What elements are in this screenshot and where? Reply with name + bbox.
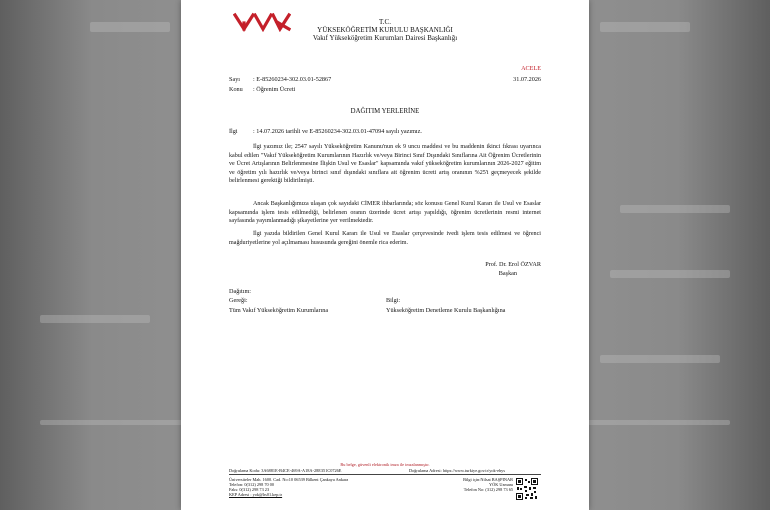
esign-notice: Bu belge, güvenli elektronik imza ile imzalanmıştır. [340,462,430,467]
distribution-label: Dağıtım: [229,288,251,295]
body-paragraph-3: İlgi yazıda bildirilen Genel Kurul Kararı ile Usul ve Esaslar çerçevesinde ivedi işlem tesis edilmesi ve öğrenci mağduriyetlerine yol açılmaması hususunda gereğini önemle rica ederim. [229,231,541,246]
header-dept: Vakıf Yükseköğretim Kurumları Dairesi Başkanlığı [312,34,458,42]
signature-name: Prof. Dr. Erol ÖZVAR [485,261,541,268]
document-date: 31.07.2026 [513,76,541,83]
body-paragraph-1: İlgi yazımız ile; 2547 sayılı Yükseköğretim Kanunu'nun ek 9 uncu maddesi ve bu maddenin ikinci fıkrası uyarınca kabul edilen "Vakıf Yükseköğretim Kurumlarının Hazırlık ve/veya Birinci Sınıf Dışındaki Sınıflarına Ait Öğrenim Ücretlerinin ve Ücret Artışlarının Belirlenmesine İlişkin Usul ve Esaslar" kapsamında vakıf yükseköğretim kurumlarının 2026-2027 eğitim ve öğretim yılı hazırlık ve/veya birinci sınıf dışındaki sınıflara ait öğrenim ücreti artış oranının %25'i geçmeyecek şekilde belirlenmesi gerektiği bildirilmişti. [229,144,541,184]
signature-title: Başkan [498,270,517,277]
contact-title: YÖK Uzmanı [489,482,513,487]
blurred-backdrop-line [620,205,730,213]
header-tc: T.C. [379,18,391,26]
urgent-label: ACELE [521,65,541,72]
contact-person: Bilgi için:Nilsat BAŞPINAR [463,477,513,482]
ilgi-label: İlgi [229,128,238,135]
footer-divider [229,474,541,475]
qr-code-icon [516,478,538,500]
footer-fax: Faks: 0(312) 298 73 23 [229,487,270,492]
bilgi-label: Bilgi: [386,297,401,304]
gereg-value: Tüm Vakıf Yükseköğretim Kurumlarına [229,307,329,314]
blurred-backdrop-line [90,22,170,32]
konu-label: Konu [229,86,243,93]
verification-address: Doğrulama Adresi: https://www.turkiye.gov.tr/yok-ebys [409,468,505,473]
contact-phone: Telefon No: (312) 298 73 65 [463,487,513,492]
konu-value: : Öğrenim Ücreti [253,86,296,93]
blurred-backdrop-line [610,270,730,278]
ilgi-value: : 14.07.2026 tarihli ve E-85260234-302.03.01-47094 sayılı yazımız. [253,128,422,135]
blurred-backdrop-line [600,355,720,363]
footer-phone: Telefon: 0(312) 298 70 00 [229,482,275,487]
body-paragraph-2: Ancak Başkanlığımıza ulaşan çok sayıdaki CİMER ihbarlarında; söz konusu Genel Kurul Kararı ile Usul ve Esaslar kapsamında işlem tesis edilmediği, belirlenen oranın üzerinde ücret artışı yapıldığı, öğrenim ücretlerinin resmi internet sayfasında yayımlanmadığı şikayetlerine yer verilmektedir. [229,201,541,224]
header-org: YÜKSEKÖĞRETİM KURULU BAŞKANLIĞI [317,26,453,34]
blurred-backdrop-line [600,22,690,32]
footer-address: Üniversiteler Mah. 1600. Cad. No:10 06539 Bilkent Çankaya Ankara [229,477,349,482]
document-title: DAĞITIM YERLERİNE [350,108,420,115]
gereg-label: Gereği: [229,297,248,304]
verification-code: Doğrulama Kodu: 3A6881E-B4CE-469A-A18A-28E351C0726E [229,468,342,473]
bilgi-value: Yükseköğretim Denetleme Kurulu Başkanlığına [386,307,506,314]
blurred-backdrop-line [40,315,150,323]
document-page [181,0,589,510]
sayi-label: Sayı [229,76,241,83]
sayi-value: : E-85260234-302.03.01-52867 [253,76,332,83]
footer-kep[interactable]: KEP Adresi : yok@hs01.kep.tr [229,492,283,497]
